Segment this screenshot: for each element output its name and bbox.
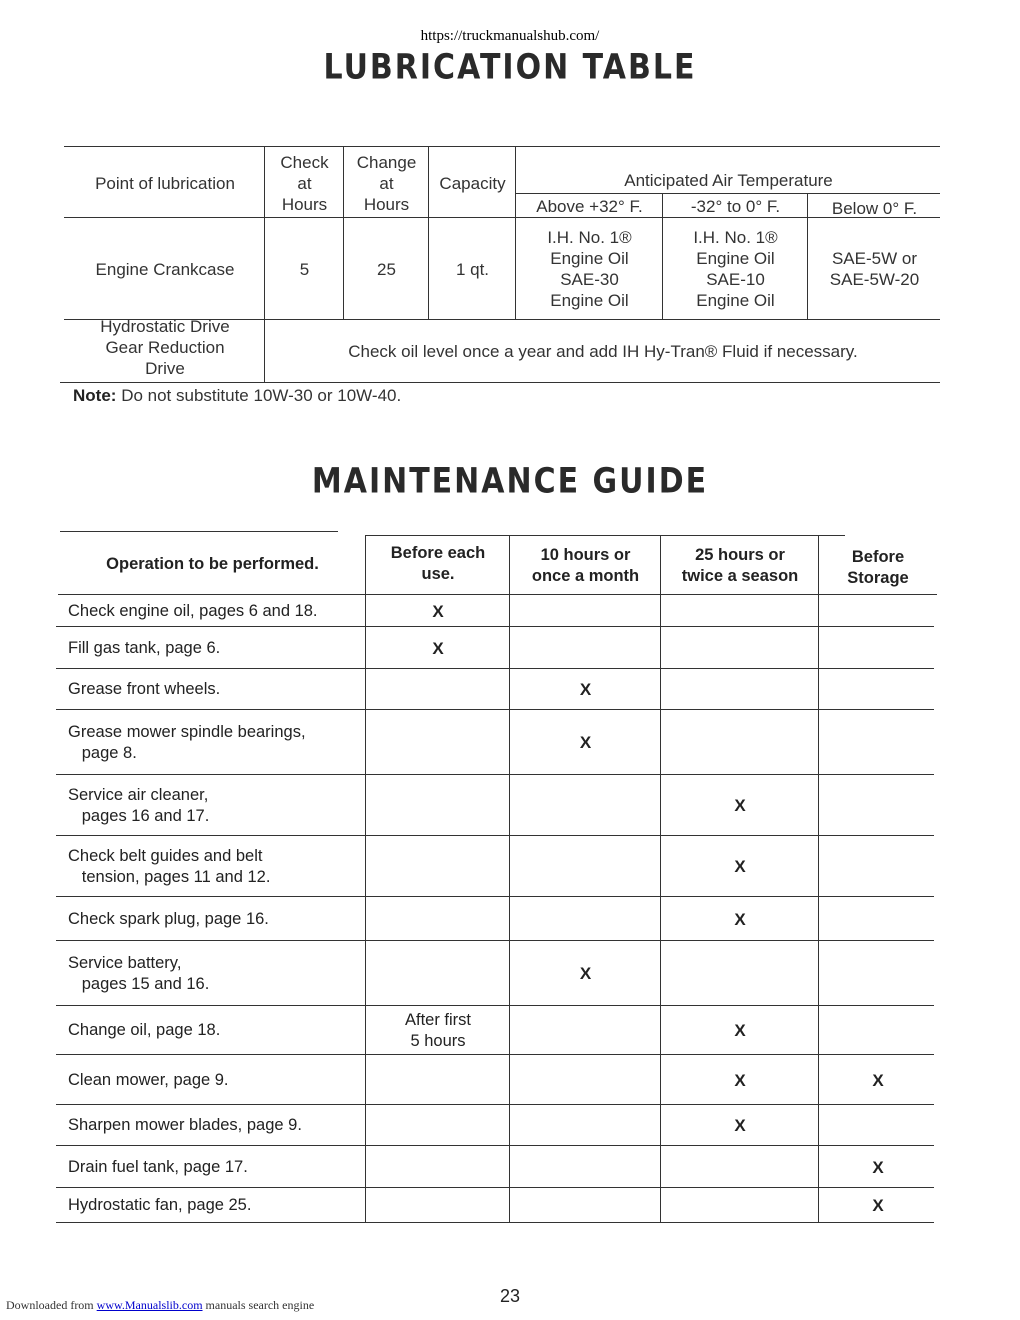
schedule-cell <box>662 1189 818 1222</box>
download-footer <box>6 1298 314 1313</box>
header-below-0: Below 0° F. <box>831 198 918 218</box>
schedule-cell <box>367 1189 509 1222</box>
schedule-cell <box>511 1106 660 1145</box>
lubrication-table-title: LUBRICATION TABLE <box>323 47 697 88</box>
schedule-cell <box>662 942 818 1005</box>
engine-crankcase-check: 5 <box>299 259 310 279</box>
source-url: https://truckmanualshub.com/ <box>420 28 600 44</box>
header-10-hours: 10 hours or once a month <box>531 546 640 585</box>
schedule-mark: X <box>579 733 592 752</box>
row-divider <box>56 1104 934 1105</box>
schedule-cell <box>511 1147 660 1187</box>
schedule-cell <box>662 1147 818 1187</box>
operation-label: Check engine oil, pages 6 and 18. <box>68 601 318 620</box>
schedule-cell <box>511 1056 660 1104</box>
schedule-cell <box>511 596 660 626</box>
footer-suffix: manuals search engine <box>205 1298 315 1312</box>
header-point-of-lubrication: Point of lubrication <box>95 173 235 193</box>
row-divider <box>56 1054 934 1055</box>
schedule-mark: X <box>872 1196 884 1215</box>
engine-crankcase-label: Engine Crankcase <box>95 259 235 279</box>
header-before-each-use: Before each use. <box>390 544 486 583</box>
row-divider <box>56 835 934 836</box>
schedule-cell <box>511 837 660 896</box>
engine-crankcase-below-0-oil: SAE-5W or SAE-5W-20 <box>829 249 920 289</box>
row-divider <box>56 1187 934 1188</box>
lubrication-note <box>73 386 401 406</box>
operation-label: Fill gas tank, page 6. <box>68 638 221 657</box>
operation-label: Hydrostatic fan, page 25. <box>68 1196 252 1214</box>
header-anticipated-air-temperature: Anticipated Air Temperature <box>624 170 833 190</box>
schedule-mark: X <box>734 796 746 815</box>
row-divider <box>56 668 934 669</box>
schedule-mark: X <box>432 601 444 621</box>
engine-crankcase-capacity: 1 qt. <box>455 259 490 279</box>
schedule-cell <box>820 670 936 709</box>
schedule-cell <box>820 628 936 668</box>
schedule-mark: X <box>872 1070 884 1090</box>
schedule-cell <box>511 1189 660 1222</box>
note-label: Note: <box>73 386 117 405</box>
engine-crankcase-above-32-oil: I.H. No. 1® Engine Oil SAE-30 Engine Oil <box>547 228 632 310</box>
schedule-cell <box>367 1106 509 1145</box>
header-change-at-hours: Change at Hours <box>356 152 417 214</box>
schedule-cell <box>367 898 509 940</box>
schedule-cell: After first 5 hours <box>404 1010 471 1050</box>
header-minus32-to-0: -32° to 0° F. <box>690 196 781 216</box>
row-divider <box>56 626 934 627</box>
schedule-cell <box>367 670 509 709</box>
header-operation: Operation to be performed. <box>106 554 319 573</box>
header-before-storage: Before Storage <box>847 548 909 587</box>
row-divider <box>56 940 934 941</box>
operation-label: Sharpen mower blades, page 9. <box>68 1116 302 1134</box>
schedule-cell <box>820 1106 936 1145</box>
schedule-mark: X <box>579 964 592 983</box>
schedule-cell <box>820 776 936 835</box>
schedule-cell <box>511 1007 660 1054</box>
schedule-mark: X <box>734 909 746 929</box>
schedule-mark: X <box>432 638 444 658</box>
operation-label: Grease mower spindle bearings, page 8. <box>68 722 306 762</box>
header-25-hours: 25 hours or twice a season <box>681 546 799 585</box>
page-number: 23 <box>499 1286 521 1306</box>
row-divider <box>56 896 934 897</box>
schedule-cell <box>511 628 660 668</box>
header-check-at-hours: Check at Hours <box>280 152 329 214</box>
header-capacity: Capacity <box>439 173 506 193</box>
schedule-cell <box>367 837 509 896</box>
operation-label: Check belt guides and belt tension, pages 11 and 12. <box>68 846 271 886</box>
schedule-cell <box>662 596 818 626</box>
schedule-cell <box>662 628 818 668</box>
row-divider <box>56 709 934 710</box>
schedule-mark: X <box>734 1116 746 1135</box>
note-text: Do not substitute 10W-30 or 10W-40. <box>121 386 402 405</box>
engine-crankcase-change: 25 <box>377 259 396 279</box>
operation-label: Drain fuel tank, page 17. <box>68 1157 248 1176</box>
operation-label: Change oil, page 18. <box>68 1021 221 1039</box>
row-divider <box>56 1145 934 1146</box>
schedule-cell <box>511 776 660 835</box>
schedule-cell <box>367 942 509 1005</box>
schedule-cell <box>662 711 818 774</box>
hydrostatic-drive-instruction: Check oil level once a year and add IH Hy-Tran® Fluid if necessary. <box>348 341 858 361</box>
maintenance-guide-title: MAINTENANCE GUIDE <box>311 461 709 502</box>
engine-crankcase-range-oil: I.H. No. 1® Engine Oil SAE-10 Engine Oil <box>693 228 778 310</box>
schedule-mark: X <box>872 1157 884 1177</box>
operation-label: Service air cleaner, pages 16 and 17. <box>68 785 210 825</box>
schedule-cell <box>820 711 936 774</box>
operation-label: Clean mower, page 9. <box>68 1070 229 1089</box>
schedule-mark: X <box>734 1070 746 1090</box>
schedule-cell <box>820 596 936 626</box>
row-divider <box>56 1005 934 1006</box>
manualslib-link[interactable]: www.Manualslib.com <box>96 1298 203 1312</box>
schedule-cell <box>820 837 936 896</box>
schedule-cell <box>367 1056 509 1104</box>
operation-label: Service battery, pages 15 and 16. <box>68 953 210 993</box>
schedule-cell <box>662 670 818 709</box>
schedule-mark: X <box>734 1021 746 1040</box>
operation-label: Check spark plug, page 16. <box>68 909 269 928</box>
schedule-cell <box>367 1147 509 1187</box>
hydrostatic-drive-label: Hydrostatic Drive Gear Reduction Drive <box>100 316 230 378</box>
row-divider <box>56 774 934 775</box>
schedule-cell <box>820 1007 936 1054</box>
footer-prefix: Downloaded from <box>6 1298 94 1312</box>
schedule-cell <box>511 898 660 940</box>
operation-label: Grease front wheels. <box>68 680 221 698</box>
schedule-cell <box>820 942 936 1005</box>
schedule-mark: X <box>579 680 592 699</box>
row-divider <box>56 1222 934 1223</box>
header-above-32: Above +32° F. <box>536 196 643 216</box>
schedule-mark: X <box>734 857 746 876</box>
schedule-cell <box>367 776 509 835</box>
schedule-cell <box>820 898 936 940</box>
schedule-cell <box>367 711 509 774</box>
